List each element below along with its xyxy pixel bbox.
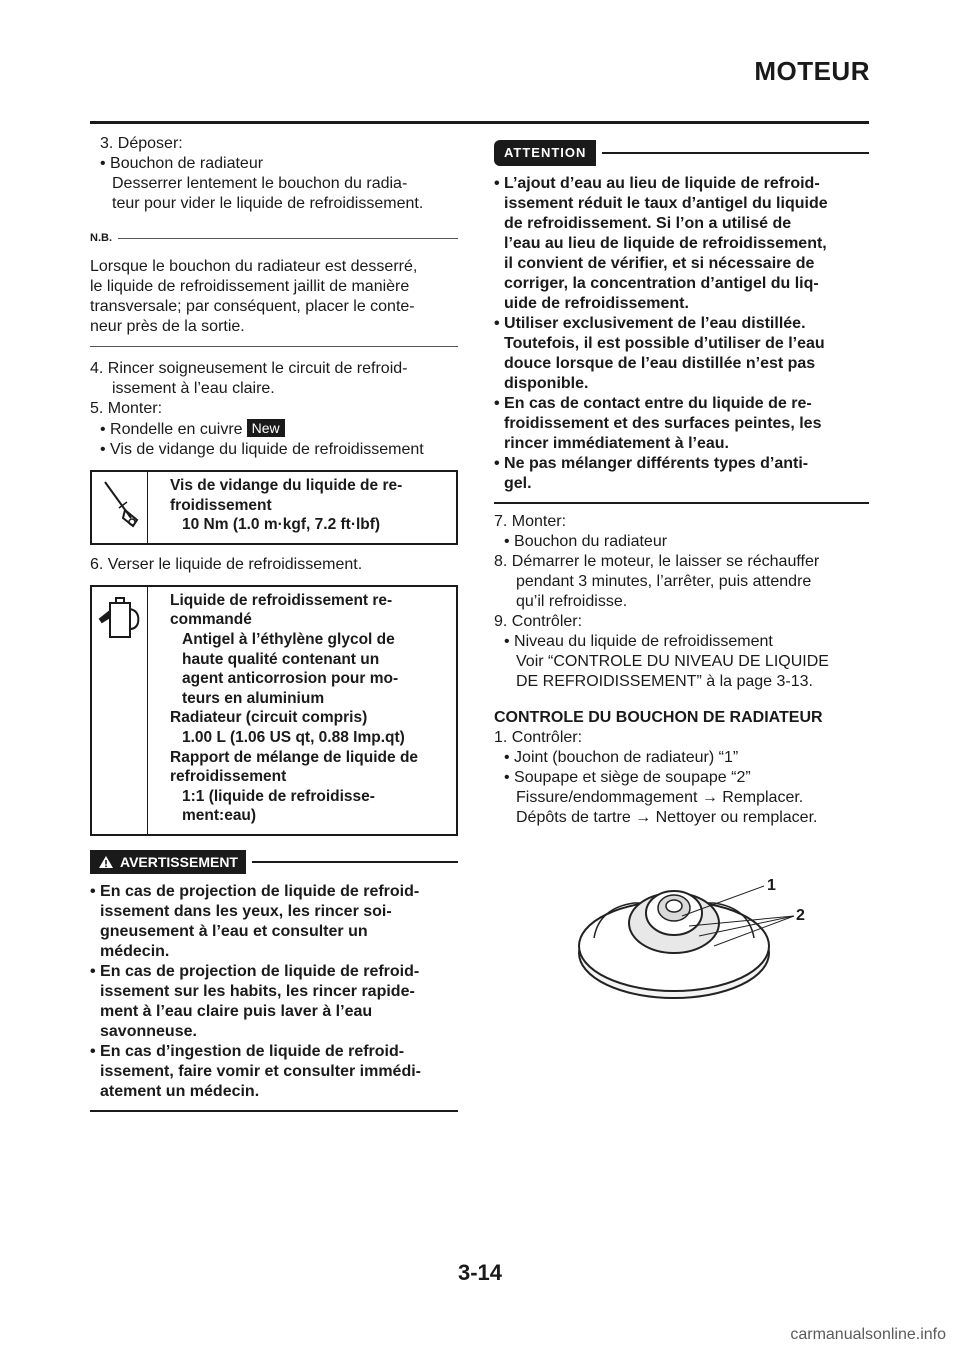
page-number: 3-14 <box>457 1260 503 1285</box>
warning-line: issement, faire vomir et consulter immédi- <box>100 1062 421 1080</box>
section-line: 1. Contrôler: <box>494 729 583 746</box>
spec-value: 1.00 L (1.06 US qt, 0.88 Imp.qt) <box>182 728 405 746</box>
step-line: • Bouchon du radiateur <box>504 533 668 550</box>
nb-rule <box>118 238 458 239</box>
spec-value: haute qualité contenant un <box>182 650 380 668</box>
warning-label: AVERTISSEMENT <box>120 853 238 870</box>
callout-1: 1 <box>767 877 776 894</box>
warning-header <box>90 850 458 874</box>
step-3-title: 3. Déposer: <box>100 135 183 152</box>
nb-header <box>90 228 458 248</box>
step-line: 7. Monter: <box>494 513 567 530</box>
step-5-title: 5. Monter: <box>90 400 163 417</box>
steps-7-9 <box>494 512 869 692</box>
step-3 <box>90 134 458 214</box>
attention-line: disponible. <box>504 375 589 392</box>
spec-line: commandé <box>170 611 252 629</box>
watermark: carmanualsonline.info <box>790 1326 946 1343</box>
step-4-line: 4. Rincer soigneusement le circuit de refroid- <box>90 360 408 377</box>
right-column <box>494 134 869 1008</box>
warning-line: • En cas de projection de liquide de refroid- <box>90 882 420 900</box>
callout-2: 2 <box>796 907 805 924</box>
radiator-cap-figure <box>564 858 814 1008</box>
spec-line: froidissement <box>170 496 272 514</box>
spec-line: Liquide de refroidissement re- <box>170 591 393 609</box>
section-steps <box>494 728 869 828</box>
warning-rule <box>252 861 458 863</box>
step-line: 9. Contrôler: <box>494 613 583 630</box>
spec-box-coolant <box>90 585 458 836</box>
step-line: Voir “CONTROLE DU NIVEAU DE LIQUIDE <box>516 653 829 670</box>
step-4 <box>90 359 458 399</box>
spec-line: Radiateur (circuit compris) <box>170 709 368 727</box>
step-line: DE REFROIDISSEMENT” à la page 3-13. <box>516 673 813 690</box>
attention-line: de refroidissement. Si l’on a utilisé de <box>504 215 792 232</box>
step-line: pendant 3 minutes, l’arrêter, puis attendre <box>516 573 812 590</box>
attention-line: corriger, la concentration d’antigel du liq- <box>504 275 819 292</box>
attention-line: gel. <box>504 475 532 492</box>
section-line: Dépôts de tartre → Nettoyer ou remplacer. <box>516 809 818 826</box>
torque-wrench-icon <box>92 472 148 543</box>
attention-line: • Utiliser exclusivement de l’eau distillée. <box>494 315 806 332</box>
step-3-note: teur pour vider le liquide de refroidissement. <box>112 195 424 212</box>
nb-line: le liquide de refroidissement jaillit de manière <box>90 278 410 295</box>
section-title: CONTROLE DU BOUCHON DE RADIATEUR <box>494 709 823 726</box>
step-5-item <box>90 419 458 440</box>
page-title: MOTEUR <box>754 56 870 86</box>
spec-line: Rapport de mélange de liquide de <box>170 748 419 766</box>
attention-line: Toutefois, il est possible d’utiliser de l’eau <box>504 335 825 352</box>
warning-line: médecin. <box>100 942 170 960</box>
step-4-line: issement à l’eau claire. <box>112 380 275 397</box>
warning-list <box>90 882 458 1102</box>
spec-value: agent anticorrosion pour mo- <box>182 670 399 688</box>
section-line: • Joint (bouchon de radiateur) “1” <box>504 749 739 766</box>
oil-can-icon <box>92 587 148 834</box>
spec-value: 10 Nm (1.0 m·kgf, 7.2 ft·lbf) <box>182 516 381 534</box>
step-line: qu’il refroidisse. <box>516 593 628 610</box>
section-line: Fissure/endommagement → Remplacer. <box>516 789 804 806</box>
attention-badge: ATTENTION <box>494 140 596 166</box>
nb-end-rule <box>90 346 458 347</box>
attention-line: • L’ajout d’eau au lieu de liquide de refroid- <box>494 175 820 192</box>
step-5-item: • Vis de vidange du liquide de refroidissement <box>100 441 424 458</box>
spec-torque-text <box>148 472 456 543</box>
attention-line: • Ne pas mélanger différents types d’anti- <box>494 455 809 472</box>
step-6: 6. Verser le liquide de refroidissement. <box>90 555 363 573</box>
attention-line: douce lorsque de l’eau distillée n’est pas <box>504 355 816 372</box>
attention-line: uide de refroidissement. <box>504 295 689 312</box>
warning-line: issement dans les yeux, les rincer soi- <box>100 902 392 920</box>
attention-line: issement réduit le taux d’antigel du liquide <box>504 195 828 212</box>
nb-line: Lorsque le bouchon du radiateur est desserré, <box>90 258 418 275</box>
warning-line: issement sur les habits, les rincer rapide- <box>100 982 415 1000</box>
spec-value: 1:1 (liquide de refroidisse- <box>182 787 375 805</box>
warning-end-rule <box>90 1110 458 1112</box>
radiator-cap-illustration <box>564 858 814 1008</box>
attention-line: froidissement et des surfaces peintes, les <box>504 415 822 432</box>
step-line: • Niveau du liquide de refroidissement <box>504 633 773 650</box>
spec-box-torque <box>90 470 458 545</box>
warning-line: atement un médecin. <box>100 1082 260 1100</box>
spec-value: ment:eau) <box>182 807 257 825</box>
spec-value: teurs en aluminium <box>182 689 325 707</box>
warning-triangle-icon <box>98 855 114 869</box>
spec-coolant-text <box>148 587 456 834</box>
step-3-item: • Bouchon de radiateur <box>100 155 264 172</box>
step-3-note: Desserrer lentement le bouchon du radia- <box>112 175 408 192</box>
step-5-item-text: • Rondelle en cuivre <box>100 421 243 438</box>
attention-header <box>494 140 869 166</box>
new-badge: New <box>247 419 285 437</box>
nb-line: neur près de la sortie. <box>90 318 245 335</box>
warning-line: savonneuse. <box>100 1022 197 1040</box>
attention-rule <box>602 152 869 154</box>
nb-body <box>90 257 458 337</box>
warning-line: ment à l’eau claire puis laver à l’eau <box>100 1002 373 1020</box>
warning-badge <box>90 850 246 874</box>
step-5 <box>90 399 458 460</box>
spec-value: Antigel à l’éthylène glycol de <box>182 630 395 648</box>
nb-line: transversale; par conséquent, placer le conte- <box>90 298 415 315</box>
left-column <box>90 134 458 1112</box>
attention-line: il convient de vérifier, et si nécessaire de <box>504 255 815 272</box>
spec-line: refroidissement <box>170 768 287 786</box>
warning-line: • En cas de projection de liquide de refroid- <box>90 962 420 980</box>
attention-list <box>494 174 869 494</box>
attention-line: • En cas de contact entre du liquide de re- <box>494 395 812 412</box>
attention-end-rule <box>494 502 869 504</box>
nb-label: N.B. <box>90 232 112 244</box>
spec-line: Vis de vidange du liquide de re- <box>170 477 403 494</box>
header-rule <box>90 121 869 124</box>
warning-line: gneusement à l’eau et consulter un <box>100 922 368 940</box>
attention-line: l’eau au lieu de liquide de refroidissement, <box>504 235 827 252</box>
attention-line: rincer immédiatement à l’eau. <box>504 435 729 452</box>
warning-line: • En cas d’ingestion de liquide de refroid- <box>90 1042 405 1060</box>
section-line: • Soupape et siège de soupape “2” <box>504 769 751 786</box>
step-line: 8. Démarrer le moteur, le laisser se réchauffer <box>494 553 820 570</box>
